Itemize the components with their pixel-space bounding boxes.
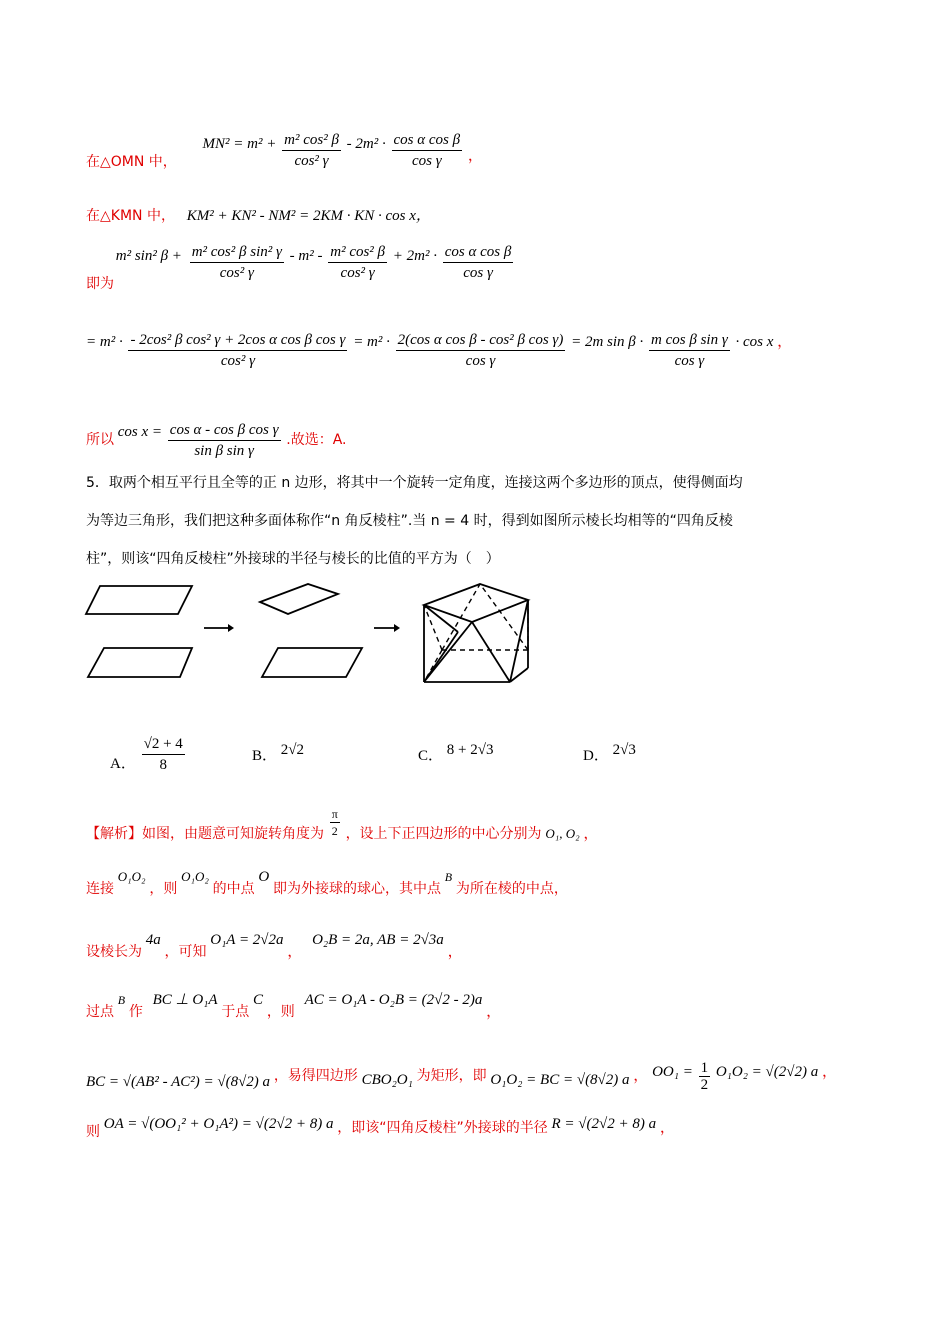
solution-line-3-a: 设棱长为: [86, 944, 142, 960]
option-d-label: D．: [583, 748, 609, 764]
eq-jiwei-b: - m² -: [289, 247, 323, 264]
eq-cosx-end: .故选：A.: [286, 431, 347, 448]
frac-num: cos α cos β: [443, 242, 514, 263]
solution-line-5: [86, 1048, 838, 1093]
eq-jiwei-frac2: [328, 242, 387, 283]
point-b-2: B: [117, 993, 126, 1007]
solution-line-6: [86, 1112, 675, 1140]
option-b[interactable]: [252, 744, 304, 765]
frac-num: m² cos² β sin² γ: [190, 242, 284, 263]
option-a[interactable]: [110, 716, 187, 773]
frac-num: cos α - cos β cos γ: [168, 420, 281, 441]
frac-den: cos² γ: [220, 353, 256, 369]
solution-line-2-c: ，则: [149, 881, 178, 897]
top-square-rotated: [260, 584, 338, 614]
solution-line-6-e: ，: [659, 1120, 675, 1136]
radius-r-value: R = √(2√2 + 8) a: [551, 1116, 657, 1132]
eq-omn-mid: - 2m² ·: [346, 135, 386, 152]
option-b-value: 2√2: [280, 742, 304, 758]
frac-den: sin β sin γ: [194, 443, 254, 459]
option-a-frac: [142, 734, 185, 775]
point-o: O: [258, 869, 270, 885]
oo1-value: O₁O₂ = √(2√2) a: [715, 1063, 819, 1080]
frac-den: cos² γ: [294, 153, 329, 169]
top-square-left: [86, 586, 192, 614]
eq-cosx-line: [86, 406, 347, 459]
frac-den: cos γ: [463, 265, 493, 281]
eq-omn-lead: 在△OMN 中，: [86, 153, 177, 170]
solution-line-5-b: ，易得四边形: [273, 1067, 358, 1084]
solution-line-5-d: 为矩形，即: [416, 1067, 487, 1084]
solution-line-6-c: ，即该“四角反棱柱”外接球的半径: [337, 1120, 548, 1136]
eq-omn-frac1: [282, 130, 341, 171]
edge-length-4a: 4a: [145, 932, 161, 948]
antiprism-solid: [424, 584, 528, 682]
option-a-label: A．: [110, 755, 136, 772]
frac-num: m cos β sin γ: [649, 330, 730, 351]
eq-jiwei-lead: 即为: [86, 275, 114, 292]
half-frac: [699, 1060, 711, 1093]
eq-jiwei-a: m² sin² β +: [115, 247, 182, 264]
frac-num: 2(cos α cos β - cos² β cos γ): [396, 330, 566, 351]
solution-line-4-c: 作: [128, 1004, 143, 1020]
o2b-ab-values: O₂B = 2a, AB = 2√3a: [312, 932, 444, 948]
eq-jiwei-c: + 2m² ·: [392, 247, 437, 264]
bc-perp-o1a: BC ⊥ O₁A: [152, 992, 218, 1008]
eq-expand-frac2: [396, 330, 566, 371]
solution-line-1-b: ，设上下正四边形的中心分别为: [345, 825, 542, 842]
question-line-3: 柱”，则该“四角反棱柱”外接球的半径与棱长的比值的平方为（ ）: [86, 551, 500, 567]
oa-value: OA = √(OO₁² + O₁A²) = √(2√2 + 8) a: [103, 1116, 334, 1132]
eq-jiwei-line: [86, 236, 515, 292]
eq-kmn-eq: KM² + KN² - NM² = 2KM · KN · cos x，: [186, 208, 431, 224]
eq-cosx-frac: [168, 420, 281, 461]
ac-value: AC = O₁A - O₂B = (2√2 - 2)a: [304, 992, 483, 1008]
option-c-value: 8 + 2√3: [446, 742, 494, 758]
quad-cbo2o1: CBO₂O₁: [361, 1071, 413, 1088]
antiprism-figure: [80, 578, 550, 696]
frac-num: - 2cos² β cos² γ + 2cos α cos β cos γ: [128, 330, 347, 351]
centers-o1-o2: O₁, O₂: [545, 825, 580, 841]
oo1-lhs: OO₁ =: [652, 1063, 693, 1080]
solution-line-3: [86, 928, 463, 960]
arrow-2-head-icon: [394, 624, 400, 632]
eq-cosx-lhs: cos x =: [117, 423, 163, 440]
frac-num: m² cos² β: [328, 242, 387, 263]
eq-expand-frac1: [128, 330, 347, 371]
eq-omn-end: ，: [467, 147, 483, 164]
solution-line-1-end: ，: [583, 825, 599, 842]
o1a-value: O₁A = 2√2a: [210, 932, 284, 948]
eq-kmn-line: [86, 204, 431, 225]
frac-den: cos² γ: [219, 265, 254, 281]
eq-omn-frac2: [392, 130, 463, 171]
solution-line-2-g: 即为外接球的球心，其中点: [273, 881, 441, 897]
frac-den: cos γ: [411, 153, 442, 169]
rotation-angle-frac: [330, 806, 340, 839]
question-line-1: 5．取两个相互平行且全等的正 n 边形，将其中一个旋转一定角度，连接这两个多边形的顶点，使得侧面均: [86, 475, 743, 491]
bottom-square-middle: [262, 648, 362, 677]
solution-line-4-e: 于点: [221, 1004, 250, 1020]
point-c: C: [253, 992, 264, 1008]
eq-jiwei-frac1: [190, 242, 284, 283]
option-d-value: 2√3: [612, 742, 636, 758]
solution-line-4-g: ，则: [266, 1004, 295, 1020]
eq-kmn-lead: 在△KMN 中，: [86, 208, 175, 224]
frac-den: 2: [331, 824, 338, 838]
solution-line-3-c: ，可知: [164, 944, 207, 960]
frac-den: cos² γ: [340, 265, 375, 281]
segment-o1o2-b: O₁O₂: [181, 869, 209, 884]
option-c[interactable]: [418, 744, 493, 765]
eq-expand-b: = m² ·: [353, 333, 390, 350]
solution-line-4-i: ，: [486, 1004, 502, 1020]
solution-line-2-i: 为所在棱的中点，: [455, 881, 568, 897]
eq-expand-line: [86, 322, 793, 369]
solution-line-5-f: ，: [633, 1067, 649, 1084]
solution-line-5-i: ，: [822, 1063, 838, 1080]
eq-expand-a: = m² ·: [86, 333, 123, 350]
option-c-label: C．: [418, 748, 444, 764]
frac-num: √2 + 4: [142, 734, 185, 755]
solution-line-2-a: 连接: [86, 881, 114, 897]
eq-omn-line: [86, 124, 483, 170]
frac-num: π: [331, 807, 338, 821]
solution-line-2: [86, 866, 568, 897]
frac-den: 2: [700, 1077, 709, 1093]
option-d[interactable]: [583, 744, 636, 765]
frac-den: 8: [159, 757, 167, 773]
segment-o1o2: O₁O₂: [117, 869, 146, 884]
solution-line-3-e: ，: [287, 944, 303, 960]
solution-line-3-g: ，: [447, 944, 463, 960]
eq-cosx-lead: 所以: [86, 431, 114, 448]
solution-line-1: [86, 806, 599, 842]
solution-line-4: [86, 988, 502, 1020]
solution-analysis-label: 【解析】如图，由题意可知旋转角度为: [86, 825, 324, 842]
bottom-square-left: [88, 648, 192, 677]
eq-expand-d: · cos x: [735, 333, 774, 350]
eq-expand-frac3: [649, 330, 730, 371]
eq-omn-lhs: MN² = m² +: [202, 135, 277, 152]
eq-expand-c: = 2m sin β ·: [571, 333, 644, 350]
question-line-2: 为等边三角形，我们把这种多面体称作“n 角反棱柱”.当 n = 4 时，得到如图所示棱长均相等的“四角反棱: [86, 513, 733, 529]
frac-den: cos γ: [465, 353, 496, 369]
point-b: B: [444, 870, 453, 884]
frac-num: cos α cos β: [392, 130, 463, 151]
solution-line-2-e: 的中点: [212, 881, 255, 897]
arrow-1-head-icon: [228, 624, 234, 632]
option-b-label: B．: [252, 748, 278, 764]
bc-value: BC = √(AB² - AC²) = √(8√2) a: [86, 1073, 271, 1090]
frac-num: m² cos² β: [282, 130, 341, 151]
o1o2-value: O₁O₂ = BC = √(8√2) a: [490, 1071, 630, 1088]
eq-expand-end: ，: [777, 333, 793, 350]
solution-line-6-a: 则: [86, 1124, 100, 1140]
frac-den: cos γ: [674, 353, 705, 369]
eq-jiwei-frac3: [443, 242, 514, 283]
frac-num: 1: [700, 1060, 709, 1076]
solution-line-4-a: 过点: [86, 1004, 114, 1020]
